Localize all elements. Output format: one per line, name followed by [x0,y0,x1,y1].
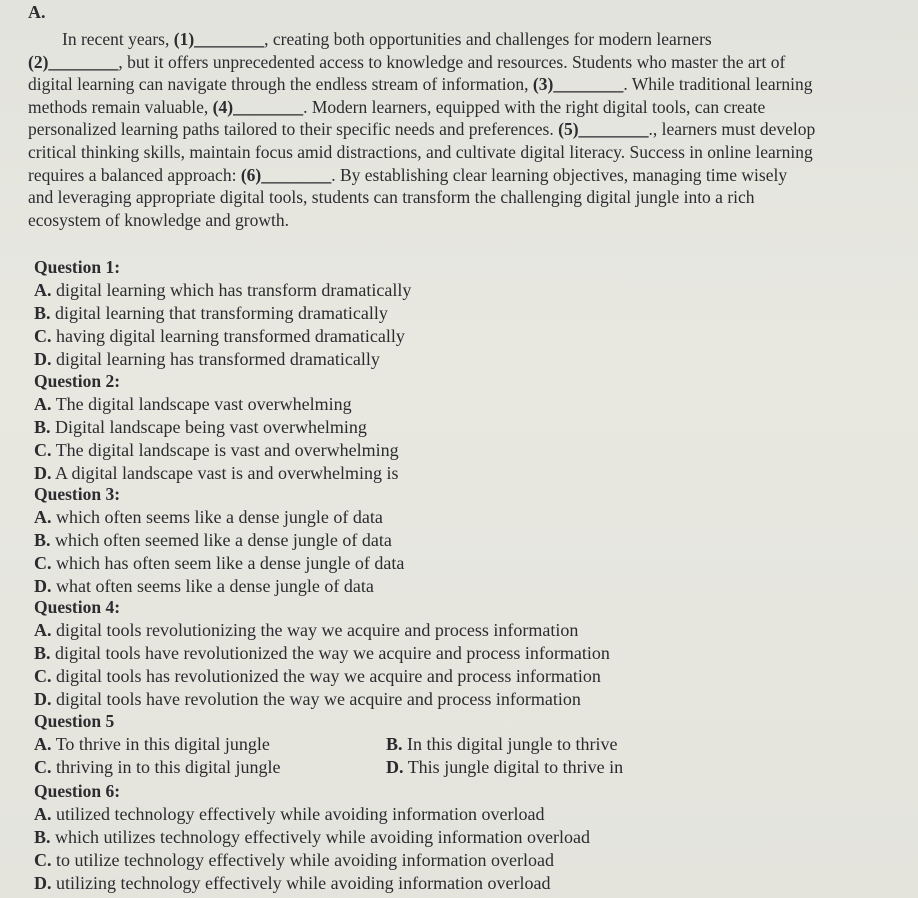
passage-line [28,141,918,164]
blank-number: (3) [532,74,554,95]
section-label: A. [28,2,46,22]
passage-line [28,28,918,51]
passage-text: . By establishing clear learning objectives, managing time wisely [331,164,788,185]
option-a[interactable] [34,393,894,416]
passage-text: In recent years, [62,29,174,49]
option-letter: C. [34,850,52,870]
question-2 [34,370,894,485]
answer-blank[interactable]: ________ [578,119,649,140]
option-letter: C. [34,440,52,460]
passage-text: and leveraging appropriate digital tools, students can transform the challenging digital jungle into a rich [28,187,755,208]
option-b[interactable] [34,416,894,439]
option-text: thriving in to this digital jungle [56,757,281,777]
passage-line [28,96,918,119]
option-letter: D. [34,463,52,483]
question-title: Question 3: [34,484,121,504]
passage-text: methods remain valuable, [28,96,213,117]
option-a[interactable] [34,279,894,302]
option-letter: A. [34,280,52,300]
passage-text: personalized learning paths tailored to their specific needs and preferences. [28,119,559,140]
option-b[interactable] [34,642,894,665]
option-row [34,756,894,779]
option-c[interactable] [34,849,894,872]
question-4 [34,596,894,711]
option-letter: B. [34,827,51,847]
option-c[interactable] [34,552,894,575]
option-letter: C. [34,757,52,777]
option-text: Digital landscape being vast overwhelming [55,417,367,437]
passage-text: ecosystem of knowledge and growth. [28,209,289,230]
option-c[interactable] [34,439,894,462]
option-letter: A. [34,620,52,640]
option-text: what often seems like a dense jungle of data [56,576,374,596]
option-c[interactable] [34,756,386,779]
option-d[interactable] [386,756,738,779]
answer-blank[interactable]: ________ [261,164,332,185]
option-a[interactable] [34,506,894,529]
question-title: Question 5 [34,711,115,731]
blank-number: (2) [28,51,49,72]
option-a[interactable] [34,733,386,756]
question-1 [34,256,894,371]
option-b[interactable] [386,733,738,756]
passage [28,28,918,231]
answer-blank[interactable]: ________ [553,74,624,95]
option-c[interactable] [34,665,894,688]
option-letter: A. [34,734,52,754]
option-text: utilized technology effectively while avoiding information overload [56,804,545,824]
option-text: digital tools have revolutionized the way we acquire and process information [55,643,610,663]
option-d[interactable] [34,462,894,485]
option-text: In this digital jungle to thrive [407,734,618,754]
option-text: A digital landscape vast is and overwhelming is [55,463,399,483]
option-b[interactable] [34,826,894,849]
question-5 [34,710,894,779]
option-letter: B. [386,734,403,754]
option-text: digital learning which has transform dramatically [56,280,412,300]
option-letter: D. [386,757,404,777]
option-a[interactable] [34,619,894,642]
option-text: The digital landscape vast overwhelming [55,394,352,414]
passage-line [28,118,918,141]
option-letter: D. [34,576,52,596]
blank-number: (6) [240,164,262,185]
option-text: digital tools revolutionizing the way we acquire and process information [56,620,579,640]
passage-text: ., learners must develop [648,119,816,140]
blank-number: (5) [558,119,579,140]
option-text: which utilizes technology effectively while avoiding information overload [55,827,591,847]
passage-text: . While traditional learning [623,74,813,95]
passage-line [28,186,918,209]
question-3 [34,483,894,598]
option-letter: D. [34,873,52,893]
question-title: Question 2: [34,371,121,391]
question-title: Question 6: [34,781,121,801]
passage-text: . Modern learners, equipped with the right digital tools, can create [303,96,766,117]
option-text: to utilize technology effectively while avoiding information overload [56,850,555,870]
option-d[interactable] [34,872,894,895]
option-letter: C. [34,553,52,573]
passage-line [28,209,918,232]
passage-line [28,73,918,96]
option-letter: B. [34,417,51,437]
option-text: This jungle digital to thrive in [407,757,624,777]
question-6 [34,780,894,895]
passage-text: requires a balanced approach: [28,164,241,185]
option-text: which often seems like a dense jungle of data [56,507,383,527]
option-row [34,733,894,756]
option-b[interactable] [34,302,894,325]
option-letter: B. [34,643,51,663]
blank-number: (1) [173,29,195,49]
option-letter: B. [34,303,51,323]
option-text: which has often seem like a dense jungle of data [56,553,405,573]
option-b[interactable] [34,529,894,552]
option-text: digital learning has transformed dramatically [56,349,380,369]
option-text: digital tools have revolution the way we acquire and process information [56,689,581,709]
option-a[interactable] [34,803,894,826]
option-letter: C. [34,326,52,346]
option-letter: C. [34,666,52,686]
option-text: which often seemed like a dense jungle of data [55,530,392,550]
option-text: having digital learning transformed dramatically [56,326,405,346]
passage-text: critical thinking skills, maintain focus amid distractions, and cultivate digital literacy. Success in online learning [28,141,813,162]
passage-text: , creating both opportunities and challenges for modern learners [264,29,712,49]
question-title: Question 4: [34,597,121,617]
answer-blank[interactable]: ________ [48,51,119,72]
answer-blank[interactable]: ________ [233,96,304,117]
option-letter: A. [34,804,52,824]
option-text: To thrive in this digital jungle [55,734,270,754]
option-letter: B. [34,530,51,550]
option-d[interactable] [34,575,894,598]
blank-number: (4) [212,96,234,117]
option-d[interactable] [34,348,894,371]
option-text: digital tools has revolutionized the way we acquire and process information [56,666,601,686]
option-letter: D. [34,689,52,709]
option-text: The digital landscape is vast and overwhelming [55,440,399,460]
passage-line [28,164,918,187]
option-letter: A. [34,507,52,527]
option-letter: A. [34,394,52,414]
passage-line [28,51,918,74]
option-c[interactable] [34,325,894,348]
question-title: Question 1: [34,257,121,277]
answer-blank[interactable]: ________ [194,29,265,49]
passage-text: digital learning can navigate through the endless stream of information, [28,74,533,95]
option-text: utilizing technology effectively while avoiding information overload [56,873,551,893]
option-d[interactable] [34,688,894,711]
option-letter: D. [34,349,52,369]
option-text: digital learning that transforming dramatically [55,303,388,323]
passage-text: , but it offers unprecedented access to knowledge and resources. Students who master the art of [118,51,786,72]
